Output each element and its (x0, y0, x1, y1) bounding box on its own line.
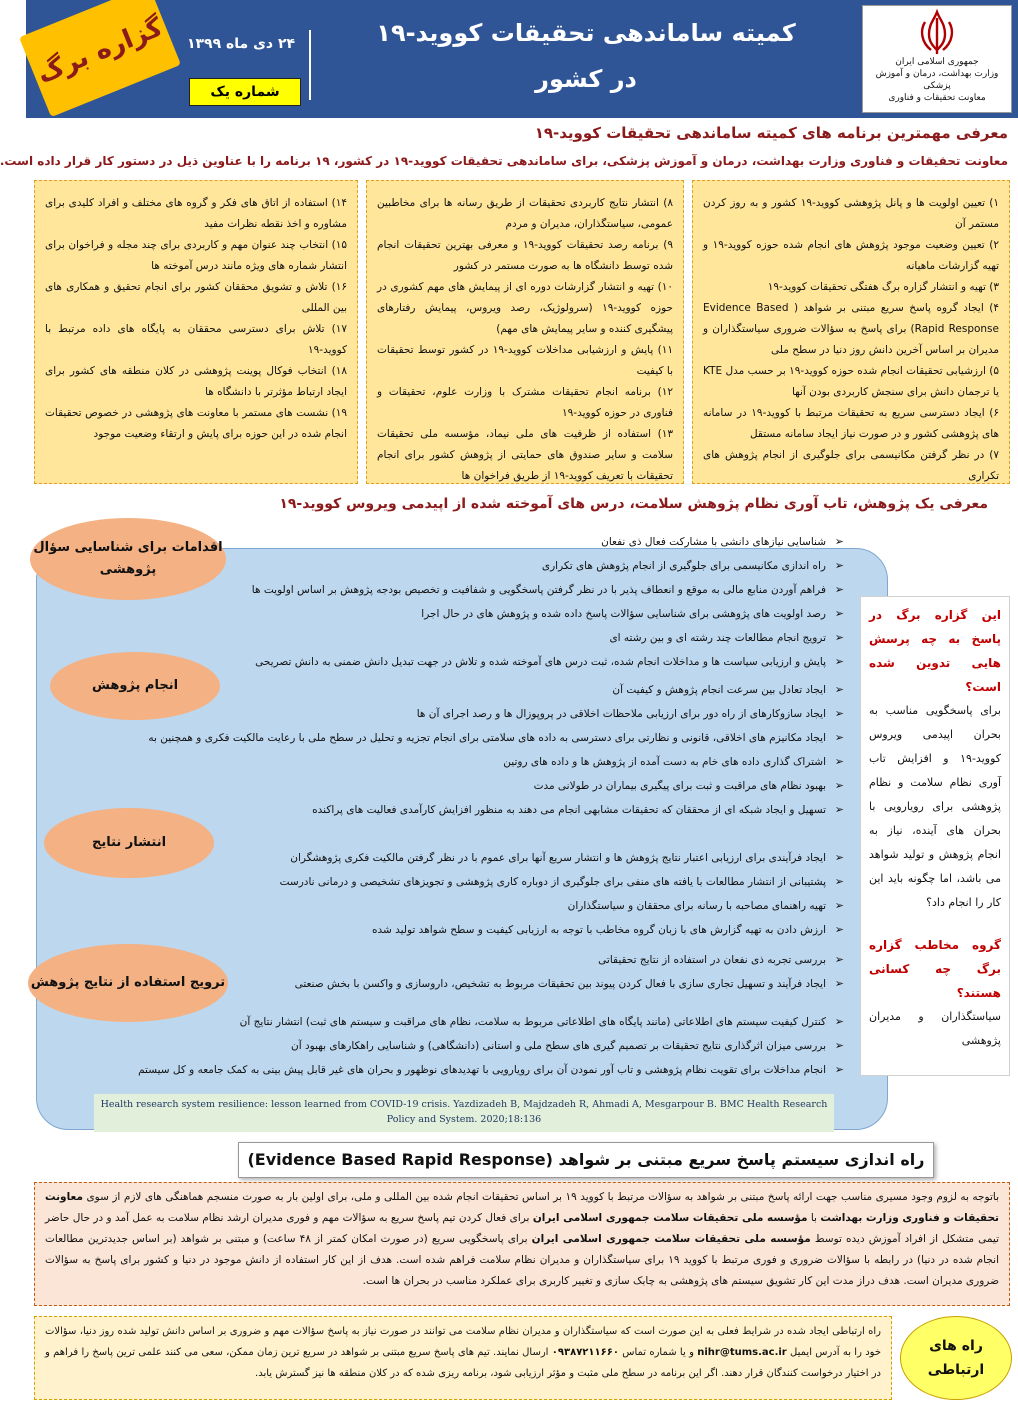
side-answer-2: سیاستگذاران و مدیران پژوهشی (869, 1010, 1001, 1047)
contact-text: راه ارتباطی ایجاد شده در شرایط فعلی به این صورت است که سیاستگذاران و مدیران نظام سلامت می توانند در صورت نیاز به پاسخ سؤالات مهم و ضروری بر اساس دانش تولید شده روز دنیا، سؤالات خود را به آدرس ایمیل (45, 1326, 882, 1358)
list-item: ➢ ایجاد فرآیندی برای ارزیابی اعتبار نتایج پژوهش ها و انتشار سریع آنها برای عموم با در نظر گرفتن مالکیت فکری پژوهشگران (208, 846, 848, 870)
issue-number-badge: شماره یک (189, 78, 301, 106)
list-item: ➢ رصد اولویت های پژوهشی برای شناسایی سؤالات پاسخ داده شده و پژوهش های در حال اجرا (208, 602, 848, 626)
list-item: ➢ اشتراک گذاری داده های خام به دست آمده از پژوهش ها و داده های روتین (188, 750, 848, 774)
intro-heading: معرفی مهمترین برنامه های کمیته ساماندهی تحقیقات کووید-۱۹ (534, 124, 1008, 142)
list-item: ➢ پایش و ارزیابی سیاست ها و مداخلات انجام شده، ثبت درس های آموخته شده و تلاش در جهت تبدیل دانش ضمنی به دانش تصریحی (208, 650, 848, 674)
list-item: ➢ شناسایی نیازهای دانشی با مشارکت فعال ذی نفعان (208, 530, 848, 554)
logo-line-1: جمهوری اسلامی ایران (895, 57, 979, 67)
erp-body (34, 1182, 1010, 1306)
bubble-promote-use: ترویج استفاده از نتایج پژوهش (28, 944, 228, 1022)
title-line-1: کمیته ساماندهی تحقیقات کووید-۱۹ (376, 19, 796, 47)
research-list-2 (148, 678, 848, 822)
research-list-1 (208, 530, 848, 674)
program-item: ۱۳) استفاده از ظرفیت های ملی نیماد، مؤسسه ملی تحقیقات سلامت و سایر صندوق های حمایتی از پژوهش کشور برای انجام تحقیقات با تعریف کووید-۱۹ از طریق فراخوان ها (377, 428, 673, 482)
program-column-3 (34, 180, 358, 484)
title-line-2: در کشور (535, 65, 637, 93)
list-item: ➢ ارزش دادن به تهیه گزارش های با زبان گروه مخاطب با توجه به ارزیابی کیفیت و سطح شواهد تولید شده (208, 918, 848, 942)
research-list-3 (208, 846, 848, 942)
program-item: ۱۱) پایش و ارزشیابی مداخلات کووید-۱۹ در کشور توسط تحقیقات با کیفیت (377, 344, 673, 377)
contact-body (34, 1316, 892, 1400)
contact-email-link[interactable]: nihr@tums.ac.ir (697, 1347, 787, 1358)
program-item: ۱۸) انتخاب فوکال پوینت پژوهشی در کلان منطقه های کشور برای ایجاد ارتباط مؤثرتر با دانشگاه ها (45, 365, 347, 398)
program-item: ۱۴) استفاده از اتاق های فکر و گروه های مختلف و افراد کلیدی برای مشاوره و اخذ نقطه نظرات مفید (45, 197, 347, 230)
program-item: ۴) ایجاد گروه پاسخ سریع مبتنی بر شواهد ( Evidence Based Rapid Response) برای پاسخ به سؤالات ضروری سیاستگذاران و مدیران بر اساس آخرین دانش روز دنیا در سطح ملی (703, 302, 999, 356)
program-item: ۳) تهیه و انتشار گزاره برگ هفتگی تحقیقات کووید-۱۹ (767, 281, 999, 293)
program-column-1 (692, 180, 1010, 484)
brand-stamp: گزاره برگ (19, 0, 181, 117)
logo-line-2: وزارت بهداشت، درمان و آموزش پزشکی (875, 69, 999, 91)
list-item: ➢ بهبود نظام های مراقبت و ثبت برای پیگیری بیماران در طولانی مدت (188, 774, 848, 798)
program-item: ۱۷) تلاش برای دسترسی محققان به پایگاه های داده مرتبط با کووید-۱۹ (45, 323, 347, 356)
erp-heading: راه اندازی سیستم پاسخ سریع مبتنی بر شواهد (Evidence Based Rapid Response) (238, 1142, 934, 1178)
side-question-1: این گزاره برگ در پاسخ به چه پرسش هایی تدوین شده است؟ (869, 608, 1001, 694)
program-item: ۲) تعیین وضعیت موجود پژوهش های انجام شده حوزه کووید-۱۹ و تهیه گزارشات ماهیانه (703, 239, 999, 272)
research-heading: معرفی یک پژوهش، تاب آوری نظام پژوهش سلامت، درس های آموخته شده از اپیدمی ویروس کووید-۱۹ (279, 496, 988, 512)
list-item: ➢ انجام مداخلات برای تقویت نظام پژوهشی و تاب آور نمودن آن برای رویارویی با تهدیدهای نوظهور و بحران های غیر قابل پیش بینی به کمک جامعه و کل سیستم (188, 1058, 848, 1082)
erp-text: با (810, 1212, 817, 1224)
list-item: ➢ پشتیبانی از انتشار مطالعات با یافته های منفی برای جلوگیری از دوباره کاری پژوهشی و تجویزهای تشخیصی و درمانی نادرست (208, 870, 848, 894)
program-item: ۱۲) برنامه انجام تحقیقات مشترک با وزارت علوم، تحقیقات و فناوری در حوزه کووید-۱۹ (377, 386, 673, 419)
program-item: ۵) ارزشیابی تحقیقات انجام شده حوزه کووید-۱۹ بر حسب مدل KTE یا ترجمان دانش برای سنجش کاربردی بودن آنها (703, 365, 999, 398)
side-question-2: گروه مخاطب گزاره برگ چه کسانی هستند؟ (869, 938, 1001, 1000)
program-item: ۱۶) تلاش و تشویق محققان کشور برای انجام تحقیق و همکاری های بین المللی (45, 281, 347, 314)
research-list-4 (138, 948, 848, 1082)
erp-text: برای پاسخگویی سریع (در صورت امکان کمتر از ۴۸ ساعت) و مبتنی بر شواهد (بر اساس جدیدترین مطالعات انجام شده در دنیا) در رابطه با سؤالات ضروری و فوری مرتبط با کووید ۱۹ برای سیاستگذاران و مدیران نظام سلامت فراهم شده است. هدف از این کار استفاده از دانش موجود در دنیا و کشور برای پاسخ به سؤالات ضروری مدیران است. هدف دراز مدت این کار تشویق سیستم های پژوهشی به چابک سازی و تغییر کاربری برای عملکرد مناسب در بحران ها است. (45, 1233, 999, 1287)
bubble-publish-results: انتشار نتایج (44, 808, 214, 878)
side-answer-1: برای پاسخگویی مناسب به بحران اپیدمی ویروس کووید-۱۹ و افزایش تاب آوری نظام سلامت و نظام پژوهشی برای رویارویی با بحران های آینده، نیاز به انجام پژوهش و تولید شواهد می باشد، اما چگونه باید این کار را انجام داد؟ (869, 704, 1001, 909)
list-item: ➢ کنترل کیفیت سیستم های اطلاعاتی (مانند پایگاه های اطلاعاتی مربوط به سلامت، نظام های مراقبت و سیستم های ثبت) انتشار نتایج آن (188, 1010, 848, 1034)
contact-text: و یا شماره تماس (622, 1347, 694, 1358)
list-item: ➢ فراهم آوردن منابع مالی به موقع و انعطاف پذیر با در نظر گرفتن پاسخگویی و شفافیت و تخصیص بودجه پژوهش بر اساس اولویت ها (208, 578, 848, 602)
program-item: ۷) در نظر گرفتن مکانیسمی برای جلوگیری از انجام پژوهش های تکراری (703, 449, 999, 482)
program-item: ۹) برنامه رصد تحقیقات کووید-۱۹ و معرفی بهترین تحقیقات انجام شده توسط دانشگاه ها به صورت مستمر در کشور (377, 239, 674, 272)
program-item: ۱۵) انتخاب چند عنوان مهم و کاربردی برای چند مجله و فراخوان برای انتشار شماره های ویژه مانند درس آموخته ها (45, 239, 347, 272)
bubble-identify-question: اقدامات برای شناسایی سؤال پژوهشی (30, 518, 226, 600)
program-item: ۶) ایجاد دسترسی سریع به تحقیقات مرتبط با کووید-۱۹ در سامانه های پژوهشی کشور و در صورت نیاز ایجاد سامانه مستقل (703, 407, 999, 440)
erp-bold: مؤسسه ملی تحقیقات سلامت جمهوری اسلامی ایران (531, 1233, 811, 1245)
program-item: ۱۹) نشست های مستمر با معاونت های پژوهشی در خصوص تحقیقات انجام شده در این حوزه برای پایش و ارتقاء وضعیت موجود (45, 407, 347, 440)
erp-text: باتوجه به لزوم وجود مسیری مناسب جهت ارائه پاسخ مبتنی بر شواهد به سؤالات مرتبط با کووید ۱۹ بر اساس تحقیقات انجام شده بین المللی و ملی، برای اولین بار به صورت منسجم هماهنگی های لازم از سوی (86, 1191, 999, 1203)
ministry-logo (862, 5, 1012, 113)
program-item: ۱) تعیین اولویت ها و پانل پژوهشی کووید-۱۹ کشور و به روز کردن مستمر آن (703, 197, 999, 230)
contact-text: ارسال نمایند. تیم های پاسخ سریع مبتنی بر شواهد در سریع ترین زمان ممکن، سعی می کنند علمی ترین پاسخ را فراهم و در اختیار درخواست کنندگان قرار دهند. اگر این برنامه در سطح ملی مثبت و مؤثر ارزیابی شود، برنامه ریزی شده که در کلان منطقه ها نیز گسترش یابد. (45, 1347, 881, 1379)
list-item: ➢ ایجاد مکانیزم های اخلاقی، قانونی و نظارتی برای دسترسی به داده های سلامتی برای انجام تجزیه و تحلیل در سطح ملی با رعایت مالکیت فکری و همچنین به (188, 726, 848, 750)
intro-subheading: معاونت تحقیقات و فناوری وزارت بهداشت، درمان و آموزش پزشکی، برای ساماندهی تحقیقات کووید-۱۹ در کشور، ۱۹ برنامه را با عناوین ذیل در دستور کار قرار داده است. (0, 154, 1008, 168)
list-item: ➢ راه اندازی مکانیسمی برای جلوگیری از انجام پژوهش های تکراری (208, 554, 848, 578)
list-item: ➢ ایجاد فرآیند و تسهیل تجاری سازی با فعال کردن پیوند بین تحقیقات مربوط به تشخیص، داروسازی و واکسن با بخش صنعتی (188, 972, 848, 996)
list-item: ➢ ایجاد تعادل بین سرعت انجام پژوهش و کیفیت آن (188, 678, 848, 702)
list-item: ➢ تهیه راهنمای مصاحبه با رسانه برای محققان و سیاستگذاران (208, 894, 848, 918)
bubble-conduct-research: انجام پژوهش (50, 652, 220, 720)
program-item: ۱۰) تهیه و انتشار گزارشات دوره ای از پیمایش های مهم کشوری در حوزه کووید-۱۹ (سرولوژیک، رصد ویروس، پیمایش رفتارهای پیشگیری کننده و سایر پیمایش های مهم) (377, 281, 673, 335)
program-column-2 (366, 180, 684, 484)
iran-emblem-icon (917, 10, 957, 56)
list-item: ➢ ایجاد سازوکارهای از راه دور برای ارزیابی ملاحظات اخلاقی در پروپوزال ها و رصد اجرای آن ها (188, 702, 848, 726)
list-item: ➢ بررسی میزان اثرگذاری نتایج تحقیقات بر تصمیم گیری های سطح ملی و استانی (دانشگاهی) و شناسایی راهکارهای بهبود آن (188, 1034, 848, 1058)
program-item: ۸) انتشار نتایج کاربردی تحقیقات از طریق رسانه ها برای مخاطبین عمومی، سیاستگذاران، مدیران و مردم (377, 197, 673, 230)
list-item: ➢ ترویج انجام مطالعات چند رشته ای و بین رشته ای (208, 626, 848, 650)
contact-phone: ۰۹۳۸۷۲۱۱۶۶۰ (551, 1347, 619, 1358)
citation: Health research system resilience: lesson learned from COVID-19 crisis. Yazdizadeh B, Majdzadeh R, Ahmadi A, Mesgarpour B. BMC Health Research Policy and System. 2020;18:136 (94, 1094, 834, 1132)
sidebar-questions (860, 596, 1010, 1076)
issue-date: ۲۴ دی ماه ۱۳۹۹ (186, 36, 296, 52)
erp-bold: مؤسسه ملی تحقیقات سلامت جمهوری اسلامی ایران (532, 1212, 808, 1224)
list-item: ➢ بررسی تجربه ذی نفعان در استفاده از نتایج تحقیقاتی (188, 948, 848, 972)
list-item: ➢ تسهیل و ایجاد شبکه ای از محققان که تحقیقات مشابهی انجام می دهند به منظور افزایش کارآمدی فعالیت های پراکنده (188, 798, 848, 822)
contact-label-bubble: راه های ارتباطی (900, 1316, 1012, 1400)
erp-text: برای فعال کردن تیم پاسخ سریع به سؤالات مهم و فوری مدیران ارشد نظام سلامت به عمل آمد و در حال حاضر تیمی متشکل از افراد آموزش دیده توسط (45, 1212, 1000, 1245)
erp-bold: معاونت تحقیقات و فناوری وزارت بهداشت (45, 1191, 999, 1224)
header-divider (309, 30, 311, 100)
page-title (326, 10, 846, 102)
logo-line-3: معاونت تحقیقات و فناوری (888, 93, 986, 103)
